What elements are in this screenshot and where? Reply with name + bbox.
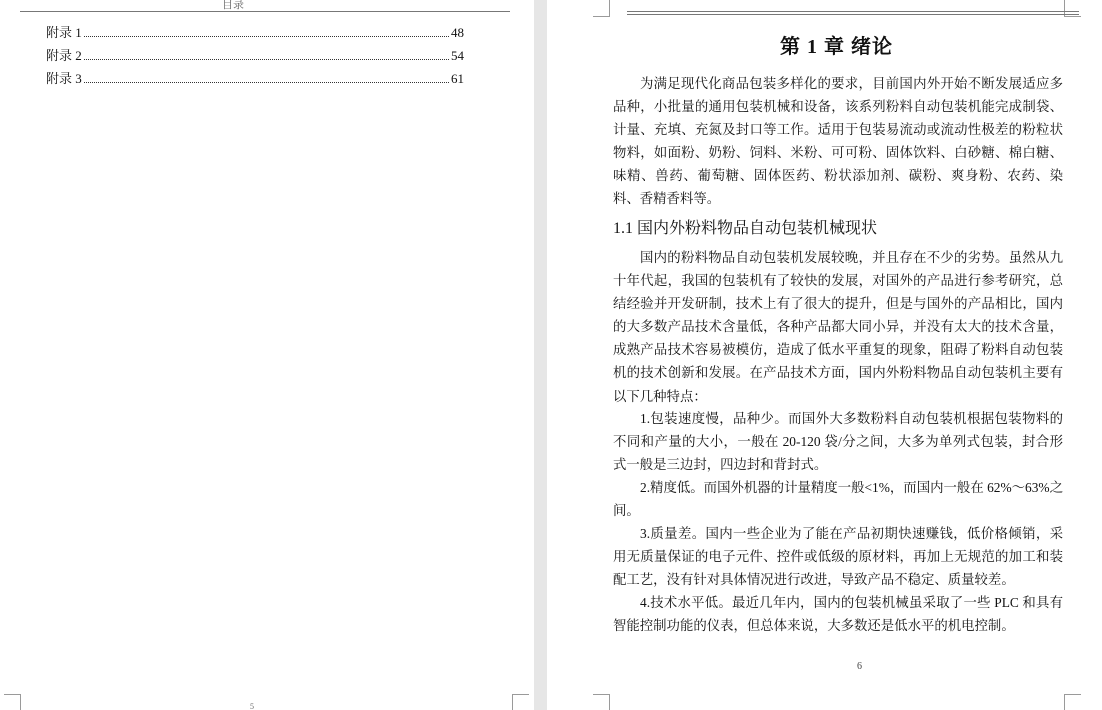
toc-entry-label: 附录 2	[46, 48, 82, 63]
table-of-contents	[46, 22, 464, 91]
section-heading: 1.1 国内外粉料物品自动包装机械现状	[613, 220, 878, 237]
toc-leader-dots	[84, 36, 449, 37]
page-number: 5	[250, 702, 254, 710]
margin-corner-mark	[593, 0, 610, 17]
left-page	[0, 0, 534, 710]
point-4-paragraph: 4.技术水平低。最近几年内，国内的包装机械虽采取了一些 PLC 和具有智能控制功能的仪表，但总体来说，大多数还是低水平的机电控制。	[613, 595, 1063, 634]
page-number: 6	[857, 661, 862, 672]
toc-leader-dots	[84, 82, 449, 83]
toc-entry-label: 附录 3	[46, 71, 82, 86]
toc-entry-page: 48	[451, 25, 464, 40]
margin-corner-mark	[512, 694, 529, 710]
toc-entry-page: 54	[451, 48, 464, 63]
chapter-title: 第 1 章 绪论	[780, 36, 893, 58]
margin-corner-mark	[1064, 694, 1081, 710]
point-1-paragraph: 1.包装速度慢，品种少。而国外大多数粉料自动包装机根据包装物料的不同和产量的大小，一般在 20-120 袋/分之间，大多为单列式包装，封合形式一般是三边封，四边封和背封式。	[613, 411, 1063, 473]
point-3-paragraph: 3.质量差。国内一些企业为了能在产品初期快速赚钱，低价格倾销，采用无质量保证的电子元件、控件或低级的原材料，再加上无规范的加工和装配工艺，没有针对具体情况进行改进，导致产品不稳定、质量较差。	[613, 526, 1063, 588]
toc-entry-label: 附录 1	[46, 25, 82, 40]
toc-entry-page: 61	[451, 71, 464, 86]
header-rule	[627, 14, 1079, 15]
toc-entry[interactable]	[46, 22, 464, 45]
toc-leader-dots	[84, 59, 449, 60]
margin-corner-mark	[4, 694, 21, 710]
margin-corner-mark	[593, 694, 610, 710]
page-header-title: 目录	[222, 0, 244, 11]
toc-entry[interactable]	[46, 45, 464, 68]
header-rule	[627, 11, 1079, 12]
section-paragraph: 国内的粉料物品自动包装机发展较晚，并且存在不少的劣势。虽然从九十年代起，我国的包装机有了较快的发展，对国外的产品进行参考研究，总结经验并开发研制，技术上有了很大的提升，但是与国外的产品相比，国内的大多数产品技术含量低，各种产品都大同小异，并没有太大的技术含量，成熟产品技术容易被模仿，造成了低水平重复的现象，阻碍了粉料自动包装机的技术创新和发展。在产品技术方面，国内外粉料物品自动包装机主要有以下几种特点：	[613, 250, 1063, 404]
point-2-paragraph: 2.精度低。而国外机器的计量精度一般<1%，而国内一般在 62%～63%之间。	[613, 480, 1063, 519]
toc-entry[interactable]	[46, 68, 464, 91]
intro-paragraph: 为满足现代化商品包装多样化的要求，目前国内外开始不断发展适应多品种，小批量的通用包装机械和设备，该系列粉料自动包装机能完成制袋、计量、充填、充氮及封口等工作。适用于包装易流动或流动性极差的粉粒状物料，如面粉、奶粉、饲料、米粉、可可粉、固体饮料、白砂糖、棉白糖、味精、兽药、葡萄糖、固体医药、粉状添加剂、碳粉、爽身粉、农药、染料、香精香料等。	[613, 76, 1063, 207]
header-rule	[20, 11, 510, 12]
